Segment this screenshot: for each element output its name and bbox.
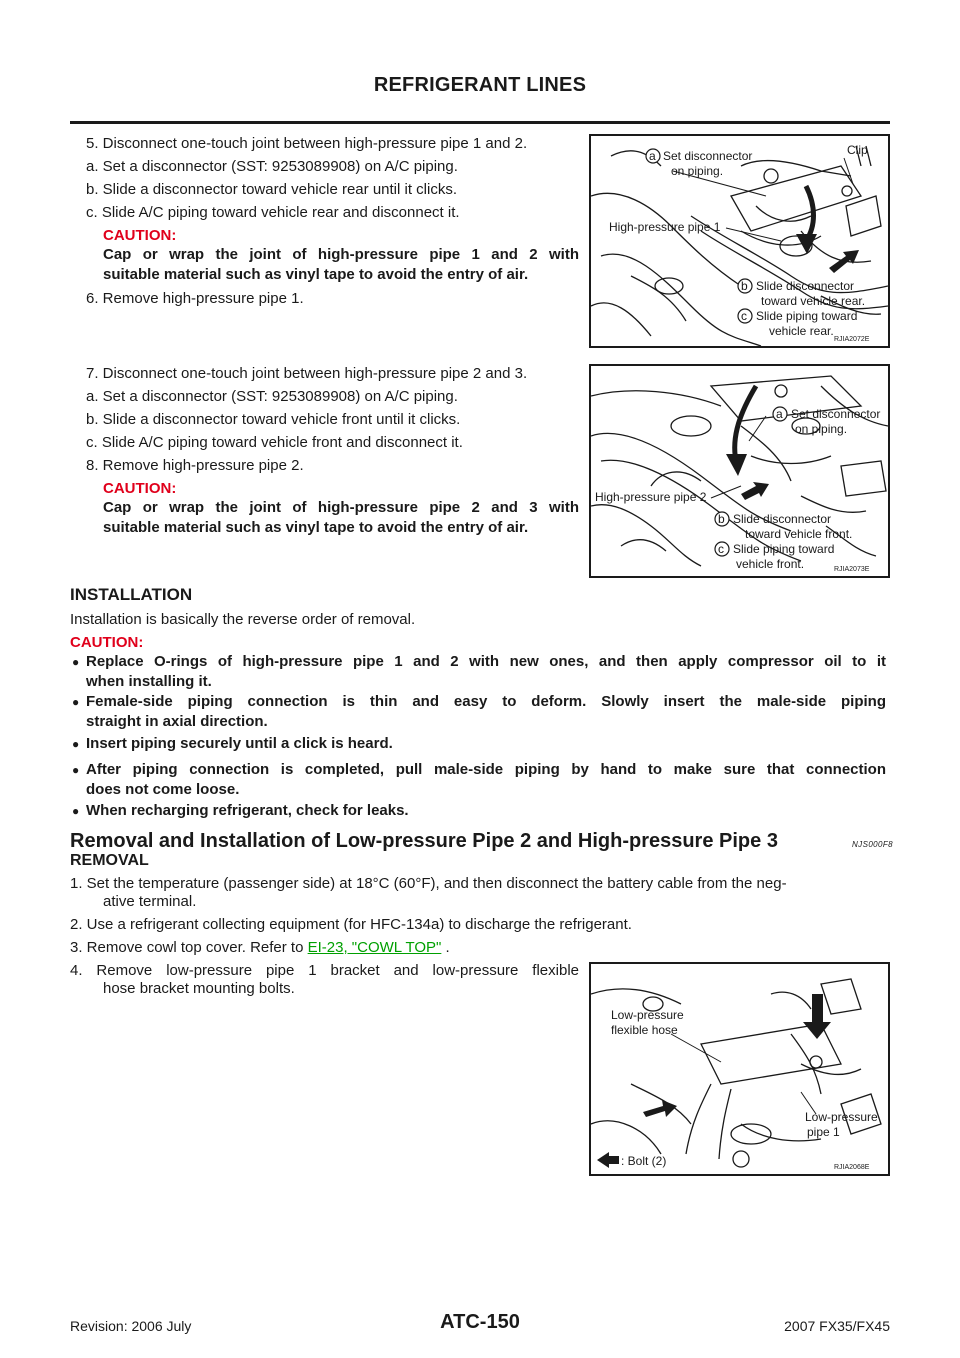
label-c-line2: vehicle rear.	[769, 324, 834, 338]
label-lp-flexible-hose-line2: flexible hose	[611, 1023, 678, 1037]
page-title: REFRIGERANT LINES	[373, 74, 587, 96]
caution-label-b: CAUTION:	[103, 480, 177, 497]
step-8: 8. Remove high-pressure pipe 2.	[86, 457, 304, 474]
removal-step-1-line1: 1. Set the temperature (passenger side) at 18°C (60°F), and then disconnect the battery cable from the neg-	[70, 875, 787, 892]
removal-step-3-suffix: .	[441, 939, 450, 956]
installation-intro: Installation is basically the reverse order of removal.	[70, 611, 416, 628]
step-7c: c. Slide A/C piping toward vehicle front and disconnect it.	[86, 434, 463, 451]
section-code: NJS000F8	[852, 840, 893, 849]
label-lp-pipe-1-line2: pipe 1	[807, 1125, 840, 1139]
removal-step-3	[70, 939, 450, 957]
label-b-letter: b	[741, 279, 748, 293]
label-a-letter: a	[776, 407, 783, 421]
figure-1-illustration	[591, 136, 888, 346]
label-lp-flexible-hose-line1: Low-pressure	[611, 1008, 684, 1022]
caution-b-line2: suitable material such as vinyl tape to avoid the entry of air.	[103, 519, 529, 536]
label-b-line1: Slide disconnector	[756, 279, 855, 293]
label-clip: Clip	[847, 143, 868, 157]
bullet-4-line2: does not come loose.	[86, 781, 240, 798]
caution-a-line2: suitable material such as vinyl tape to avoid the entry of air.	[103, 266, 529, 283]
step-5a: a. Set a disconnector (SST: 9253089908) on A/C piping.	[86, 158, 458, 175]
curved-arrow-shaft	[735, 386, 756, 461]
footer-model: 2007 FX35/FX45	[784, 1318, 890, 1334]
step-7: 7. Disconnect one-touch joint between high-pressure pipe 2 and 3.	[86, 365, 528, 382]
figure-code: RJIA2072E	[834, 336, 870, 343]
label-b-line2: toward vehicle front.	[745, 527, 853, 541]
label-b-line2: toward vehicle rear.	[761, 294, 866, 308]
installation-caution-label: CAUTION:	[70, 634, 144, 651]
bullet-icon: ●	[72, 804, 80, 818]
bullet-5: When recharging refrigerant, check for leaks.	[86, 802, 409, 819]
figure-3-illustration	[591, 964, 888, 1174]
bullet-2-line1: Female-side piping connection is thin and easy to deform. Slowly insert the male-side piping	[86, 693, 886, 710]
bullet-1-line2: when installing it.	[86, 673, 212, 690]
footer-revision: Revision: 2006 July	[70, 1318, 192, 1334]
step-5c: c. Slide A/C piping toward vehicle rear and disconnect it.	[86, 204, 460, 221]
figure-code: RJIA2073E	[834, 566, 870, 573]
step-5b: b. Slide a disconnector toward vehicle rear until it clicks.	[86, 181, 458, 198]
caution-a-line1: Cap or wrap the joint of high-pressure pipe 1 and 2 with	[103, 246, 579, 263]
removal-step-4-line2: hose bracket mounting bolts.	[103, 980, 295, 997]
slide-arrow-icon	[741, 482, 769, 500]
figure-rjia2073e	[589, 364, 890, 578]
header-rule	[70, 121, 890, 124]
bullet-2-line2: straight in axial direction.	[86, 713, 268, 730]
bullet-icon: ●	[72, 655, 80, 669]
bullet-1-line1: Replace O-rings of high-pressure pipe 1 and 2 with new ones, and then apply compressor oil to it	[86, 653, 886, 670]
slide-arrow-icon	[829, 250, 859, 273]
label-a-line1: Set disconnector	[791, 407, 881, 421]
figure-rjia2068e	[589, 962, 890, 1176]
label-high-pressure-pipe-1: High-pressure pipe 1	[609, 220, 721, 234]
label-b-line1: Slide disconnector	[733, 512, 832, 526]
label-a-line1: Set disconnector	[663, 149, 753, 163]
leader-hp2	[711, 486, 741, 498]
bullet-icon: ●	[72, 695, 80, 709]
label-a-letter: a	[649, 149, 656, 163]
label-c-line2: vehicle front.	[736, 557, 805, 571]
label-c-line1: Slide piping toward	[756, 309, 858, 323]
caution-b-line1: Cap or wrap the joint of high-pressure pipe 2 and 3 with	[103, 499, 579, 516]
installation-heading: INSTALLATION	[70, 585, 193, 604]
removal-heading: REMOVAL	[70, 852, 149, 869]
caution-label-a: CAUTION:	[103, 227, 177, 244]
label-a-line2: on piping.	[795, 422, 848, 436]
step-5: 5. Disconnect one-touch joint between high-pressure pipe 1 and 2.	[86, 135, 528, 152]
label-c-letter: c	[741, 309, 747, 323]
label-lp-pipe-1-line1: Low-pressure	[805, 1110, 878, 1124]
section-heading: Removal and Installation of Low-pressure Pipe 2 and High-pressure Pipe 3	[70, 830, 778, 852]
label-a-line2: on piping.	[671, 164, 724, 178]
label-b-letter: b	[718, 512, 725, 526]
step-7a: a. Set a disconnector (SST: 9253089908) on A/C piping.	[86, 388, 458, 405]
label-high-pressure-pipe-2: High-pressure pipe 2	[595, 490, 707, 504]
footer-page-number: ATC-150	[440, 1311, 520, 1333]
leader-lpfh	[671, 1034, 721, 1062]
bullet-4-line1: After piping connection is completed, pull male-side piping by hand to make sure that connection	[86, 761, 886, 778]
cowl-top-link[interactable]: EI-23, "COWL TOP"	[307, 939, 442, 956]
removal-step-3-prefix: 3. Remove cowl top cover. Refer to	[70, 939, 308, 956]
bullet-3: Insert piping securely until a click is heard.	[86, 735, 393, 752]
figure-2-illustration	[591, 366, 888, 576]
label-bolt-legend: : Bolt (2)	[621, 1154, 667, 1168]
removal-step-2: 2. Use a refrigerant collecting equipment (for HFC-134a) to discharge the refrigerant.	[70, 916, 632, 933]
bullet-icon: ●	[72, 737, 80, 751]
removal-step-1-line2: ative terminal.	[103, 893, 197, 910]
bolt-legend-arrow-icon	[597, 1152, 619, 1168]
step-6: 6. Remove high-pressure pipe 1.	[86, 290, 304, 307]
label-c-letter: c	[718, 542, 724, 556]
label-c-line1: Slide piping toward	[733, 542, 835, 556]
step-7b: b. Slide a disconnector toward vehicle front until it clicks.	[86, 411, 461, 428]
leader-clip	[844, 158, 853, 184]
curved-arrow-head	[726, 454, 747, 476]
bolt-arrow-icon	[643, 1100, 677, 1117]
figure-code: RJIA2068E	[834, 1164, 870, 1171]
bullet-icon: ●	[72, 763, 80, 777]
removal-step-4-line1: 4. Remove low-pressure pipe 1 bracket and low-pressure flexible	[70, 962, 579, 979]
figure-rjia2072e	[589, 134, 890, 348]
